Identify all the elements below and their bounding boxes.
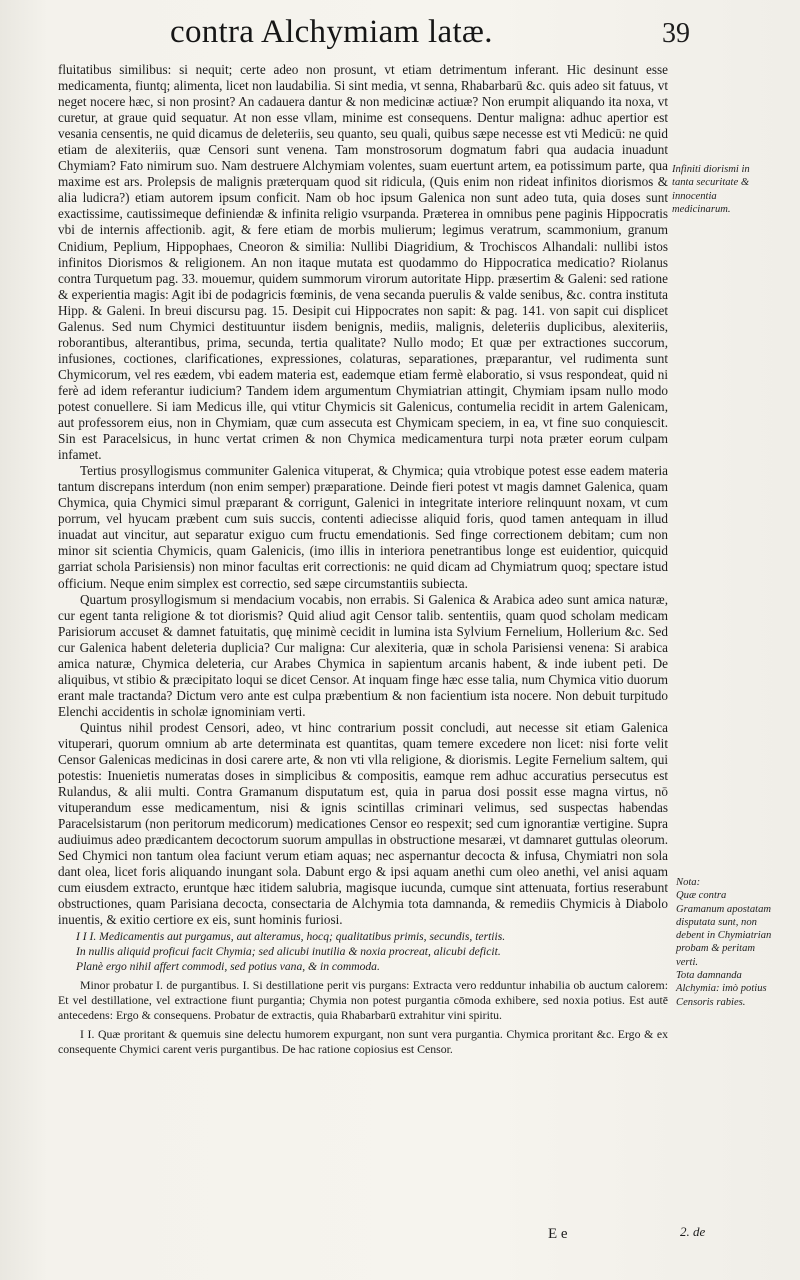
- conclusion-line-3: Planè ergo nihil affert commodi, sed potius vana, & in commoda.: [76, 959, 380, 973]
- margin-note-tota-damnanda: Tota damnanda Alchymia: imò potius Censoris rabies.: [676, 970, 767, 1008]
- paragraph-3: Quartum prosyllogismum si mendacium vocabis, non errabis. Si Galenica & Arabica adeo sunt amica naturæ, cur egent tanta religione & tot diorismis? Quid aliud agit Censor talib. sententiis, quam quod scholam medicam Parisiorum accuset & damnet fatuitatis, quę minimè cecidit in lumina ista Sylvium Fernelium, Hollerium &c. Sed cur Galenica habent deleteria duplicia? Cur maligna: Cur alexiteria, quæ in schola Parisiensi venena: Si arabica amica naturæ, Chymica deleteria, cur Arabes Chymica in sapientum arcanis habent, & inde iubent peti. De aliquibus, vt stibio & præcipitato loqui se dicet Censor. At inquam finge hæc esse talia, num Chymica vitio duorum erant male tractanda? Dictum vero ante est culpa præbentium & non facientium ista nocere. Non debuit turpitudo Elenchi accidentis in scholæ ignominiam verti.: [58, 591, 668, 719]
- minor-proof-1: Minor probatur I. de purgantibus. I. Si destillatione perit vis purgans: Extracta vero redduntur inhabilia ob auctum calorem: Et vel destillatione, vel extractione fiunt purgantia; Chymia non potest purgantia cōmoda exhibere, sed noxia potius. Est autē antecedens: Ergo & consequens. Probatur de extractis, quia Rhabarbarū extrahitur vini spiritu.: [58, 977, 668, 1022]
- catchword: 2. de: [680, 1224, 706, 1239]
- margin-note-nota: [676, 876, 776, 1009]
- signature-mark: E e: [548, 1226, 568, 1242]
- minor-proof-2: I I. Quæ proritant & quemuis sine delectu humorem expurgant, non sunt vera purgantia. Chymica proritant &c. Ergo & ex consequente Chymici carent veris purgantibus. De hac ratione copiosius est Censor.: [58, 1027, 668, 1057]
- conclusion-line-2: In nullis aliquid proficui facit Chymia; sed alicubi inutilia & noxia procreat, alicubi deficit.: [76, 944, 501, 958]
- running-title: contra Alchymiam latæ.: [170, 14, 493, 50]
- running-head: [170, 14, 690, 64]
- paragraph-1: fluitatibus similibus: si nequit; certe adeo non prosunt, vt etiam detrimentum inferant. Hic desinunt esse medicamenta, fiuntq; alimenta, licet non laudabilia. Si sint media, vt senna, Rhabarbarū &c. quis adeo sit fatuus, vt neget nocere hæc, si non prosint? An cadauera dantur & non medicinæ actiuæ? Non erumpit aliquando ita noxa, vt curetur, at graue quid sequatur. At non esse vllam, minime est consequens. Dentur maligna: adhuc apertior est vesania censentis, ne quid dicamus de deleteriis, seu quanto, seu quali, quibus sæpe necesse est vti Medicū: ne quid etiam de alexiteriis, quæ Censori sunt venena. Tam monstrosorum dogmatum fabri qua audacia inuadunt Chymiam? Fato nimirum suo. Nam destruere Alchymiam volentes, suam euertunt artem, ea potissimum parte, qua maxime est ars. Prolepsis de malignis præterquam quod sit ridicula, (Quis enim non rideat infinitos diorismos & alia ludicra?) etiam autorem ipsum conficit. Nam ob hoc ipsum Galenica non sunt adeo tuta, quia doses sunt exactissime, cautissimeque definiendæ & infinita religio vsurpanda. Præterea in omnibus pene paginis Hippocratis vbi de internis affectionib. agit, & fere etiam de morbis mulierum; legimus veratrum, scammonium, granum Cnidium, Peplium, Hippophaes, Cneoron & similia: Nullibi Diagridium, & Trochiscos Alhandali: nullibi istos infinitos Diorismos & religionem. An non itaque mutata est quodammo do Hippocratica medicatio? Riolanus contra Turquetum pag. 33. mouemur, quidem summorum virorum autoritate Hipp. præsertim & Galeni: sed ratione & experientia magis: Agit ibi de podagricis fœminis, de vena secanda puerulis & valde senibus, &c. contra instituta Hipp. & Galeni. In breui discursu pag. 15. Desipit cui Hippocrates non sapit: & pag. 141. von sapit cui displicet Galenus. Sed num Chymici destituuntur iisdem benignis, mediis, malignis, deleteriis duplicibus, alexiteriis, roborantibus, alterantibus, prima, secunda, tertia qualitate? Nullo modo; Et quæ per extractiones succorum, infusiones, coctiones, clarificationes, expressiones, colaturas, separationes, præparantur, vel rudimenta sunt Chymicorum, vel res eædem, vbi eadem materia est, eademque etiam fermè elaboratio, si vsus respondeat, quid ni ferè ad idem referantur iudicium? Tandem idem argumentum Chymiatrian attingit, Chymiam ipsam nullo modo potest conuellere. Si iam Medicus ille, qui vtitur Chymicis sit Galenicus, contumelia recidit in artem Galenicam, aut professorem eius, non in Chymiam, quæ cum assecuta est Chymicam speciem, in ea, vt fine suo conquiescit. Sin est Paracelsicus, in hunc vertat crimen & non Chymica medicamentura turpi nota præter eorum culpam infamet.: [58, 62, 668, 463]
- main-text-column: [58, 62, 668, 1058]
- margin-note-diorismi: Infiniti diorismi in tanta securitate & innocentia medicinarum.: [672, 164, 750, 215]
- conclusion-line-1: I I I. Medicamentis aut purgamus, aut alteramus, hocq; qualitatibus primis, secundis, tertiis.: [76, 929, 506, 943]
- page-number: 39: [662, 18, 690, 49]
- paragraph-4: Quintus nihil prodest Censori, adeo, vt hinc contrarium possit concludi, aut necesse sit etiam Galenica vituperari, quorum omnium ab arte determinata est quantitas, quam temere excedere non licet: nisi forte velit Censor Galenicas medicinas in dosi carere arte, & non vti vlla religione, & diorismis. Legite Fernelium saltem, qui potestis: Inuenietis numeratas doses in simplicibus & compositis, eamque rem adhuc accuratius persecutus est Rulandus, & alii multi. Contra Gramanum disputatum est, quia in parua dosi possit esse magna virtus, nō vituperandum esse medicamentum, nisi & ignis scintillas criminari velimus, sed suspectas habendas Paracelsistarum (non peritorum medicorum) medicationes Censor eo respexit; sed cum ignorantiæ vertigine. Supra audiuimus adeo prædicantem decoctorum suorum ampullas in obstructione mesaræi, vt damnaret guttulas oleorum. Sed Chymici non tantum olea faciunt verum etiam aquas; nec aspernantur decocta & infusa, Chymiatri non sola dant olea, licet foris aliquando inungant sola. Dabunt ergo & ipsi aquam anethi cum oleo anethi, vel anisi aquam cum eiusdem extracto, eruntque hæc itidem salubria, magisque iucunda, cumque sint attenuata, fortius reserabunt obstructiones, quam Parisiana decocta, consectaria de Alchymia tota damnanda, & remediis Chymicis à Diabolo inuentis, & exitio certiore ex eis, sunt hominis furiosi.: [58, 719, 668, 928]
- paragraph-2: Tertius prosyllogismus communiter Galenica vituperat, & Chymica; quia vtrobique potest esse eadem materia tantum discrepans interdum (non enim semper) præparatione. Deinde fieri potest vt magis damnet Galenica, quam Chymica, quia Chymici simul præparant & corrigunt, Galenici in integritate interiore relinquunt noxam, vt cum porrum, vel hyucam præbent cum suis succis, contenti adiecisse aliquid foris, quod tamen antequam in illud inuadat aut vincitur, aut separatur exiguo cum fructu emendationis. Sed finge correctionem debitam; cum non minor sit scientia Chymicis, quam Galenicis, (imo illis in interiora penetrantibus longe est euidentior, quicquid garriat schola Parisiensis) non minor facultas erit correctionis: ne quid dicam ad Chymiatrum quoq; spectare istud officium. Neque enim simplex est correctio, sed sæpe circumstantiis subiecta.: [58, 463, 668, 591]
- margin-note-gramanum: Quæ contra Gramanum apostatam disputata sunt, non debent in Chymiatrian probam & peritam verti.: [676, 890, 772, 968]
- margin-note-nota-label: Nota:: [676, 877, 701, 888]
